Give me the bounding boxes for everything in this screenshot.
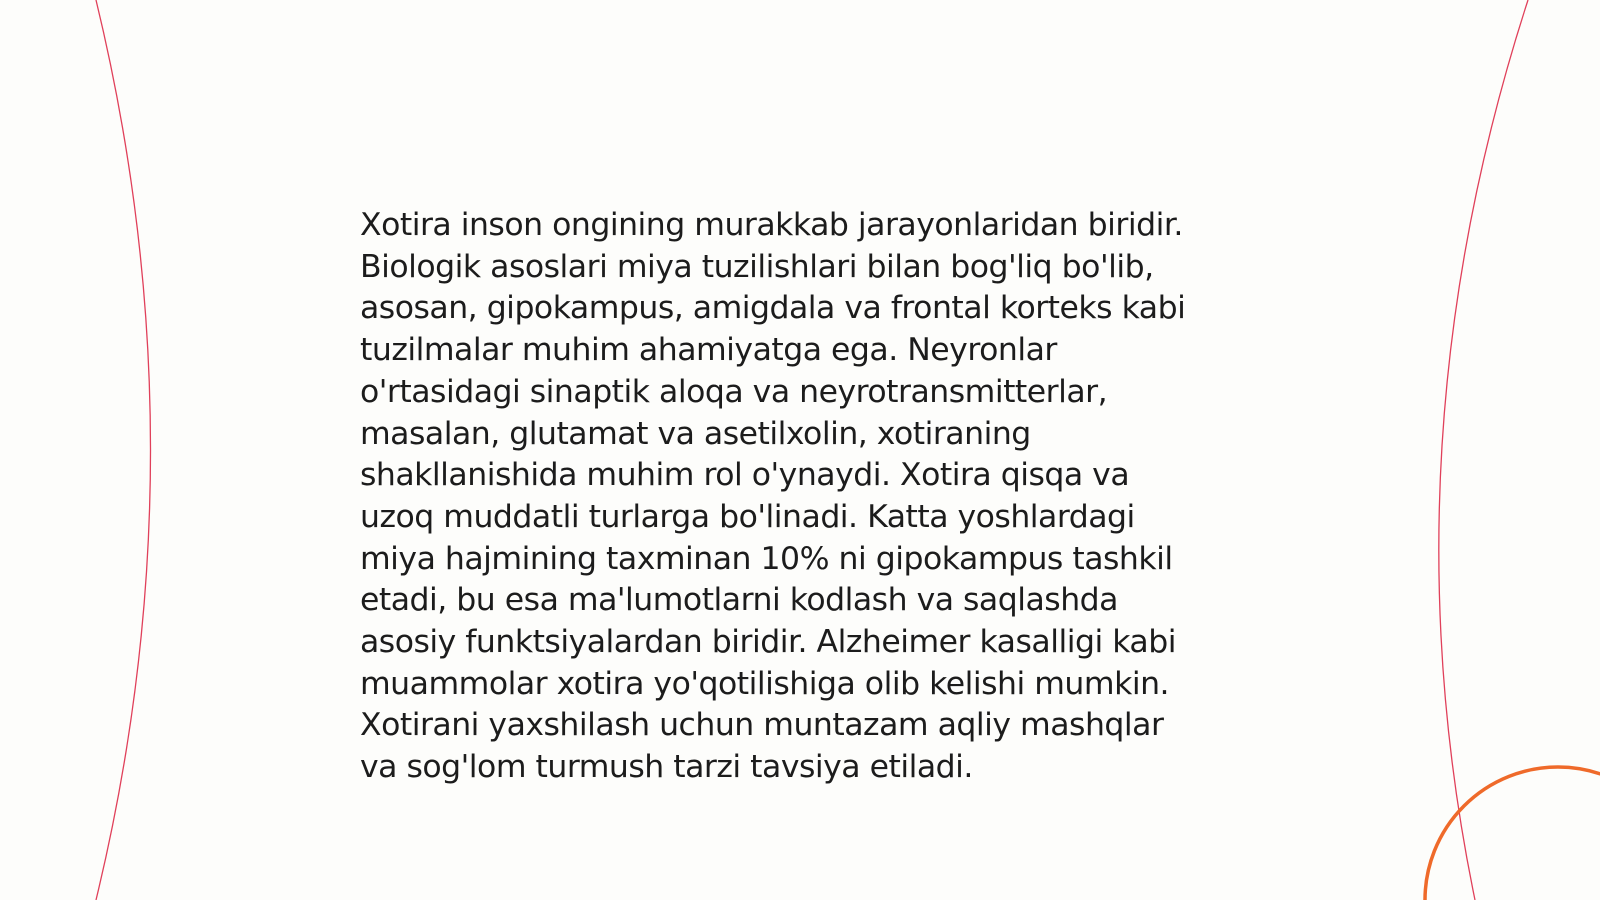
paragraph-line: etadi, bu esa ma'lumotlarni kodlash va saqlashda bbox=[360, 582, 1118, 619]
paragraph-line: asosiy funktsiyalardan biridir. Alzheimer kasalligi kabi bbox=[360, 624, 1176, 661]
paragraph-line: o'rtasidagi sinaptik aloqa va neyrotransmitterlar, bbox=[360, 373, 1108, 410]
paragraph-line: uzoq muddatli turlarga bo'linadi. Katta yoshlardagi bbox=[360, 498, 1135, 535]
paragraph-line: shakllanishida muhim rol o'ynaydi. Xotira qisqa va bbox=[360, 457, 1130, 494]
left-curve-line bbox=[96, 0, 151, 900]
paragraph-line: Xotirani yaxshilash uchun muntazam aqliy mashqlar bbox=[360, 707, 1164, 744]
corner-arc bbox=[1425, 767, 1600, 900]
paragraph-line: muammolar xotira yo'qotilishiga olib kelishi mumkin. bbox=[360, 665, 1170, 702]
body-paragraph bbox=[360, 205, 1260, 789]
paragraph-line: miya hajmining taxminan 10% ni gipokampus tashkil bbox=[360, 540, 1173, 577]
paragraph-line: Xotira inson ongining murakkab jarayonlaridan biridir. bbox=[360, 207, 1183, 243]
paragraph-line: Biologik asoslari miya tuzilishlari bilan bog'liq bo'lib, bbox=[360, 248, 1154, 285]
paragraph-line: masalan, glutamat va asetilxolin, xotiraning bbox=[360, 415, 1031, 452]
paragraph-line: asosan, gipokampus, amigdala va frontal korteks kabi bbox=[360, 290, 1186, 327]
right-curve-line bbox=[1439, 0, 1528, 900]
paragraph-line: tuzilmalar muhim ahamiyatga ega. Neyronlar bbox=[360, 332, 1057, 369]
paragraph-line: va sog'lom turmush tarzi tavsiya etiladi. bbox=[360, 749, 973, 786]
